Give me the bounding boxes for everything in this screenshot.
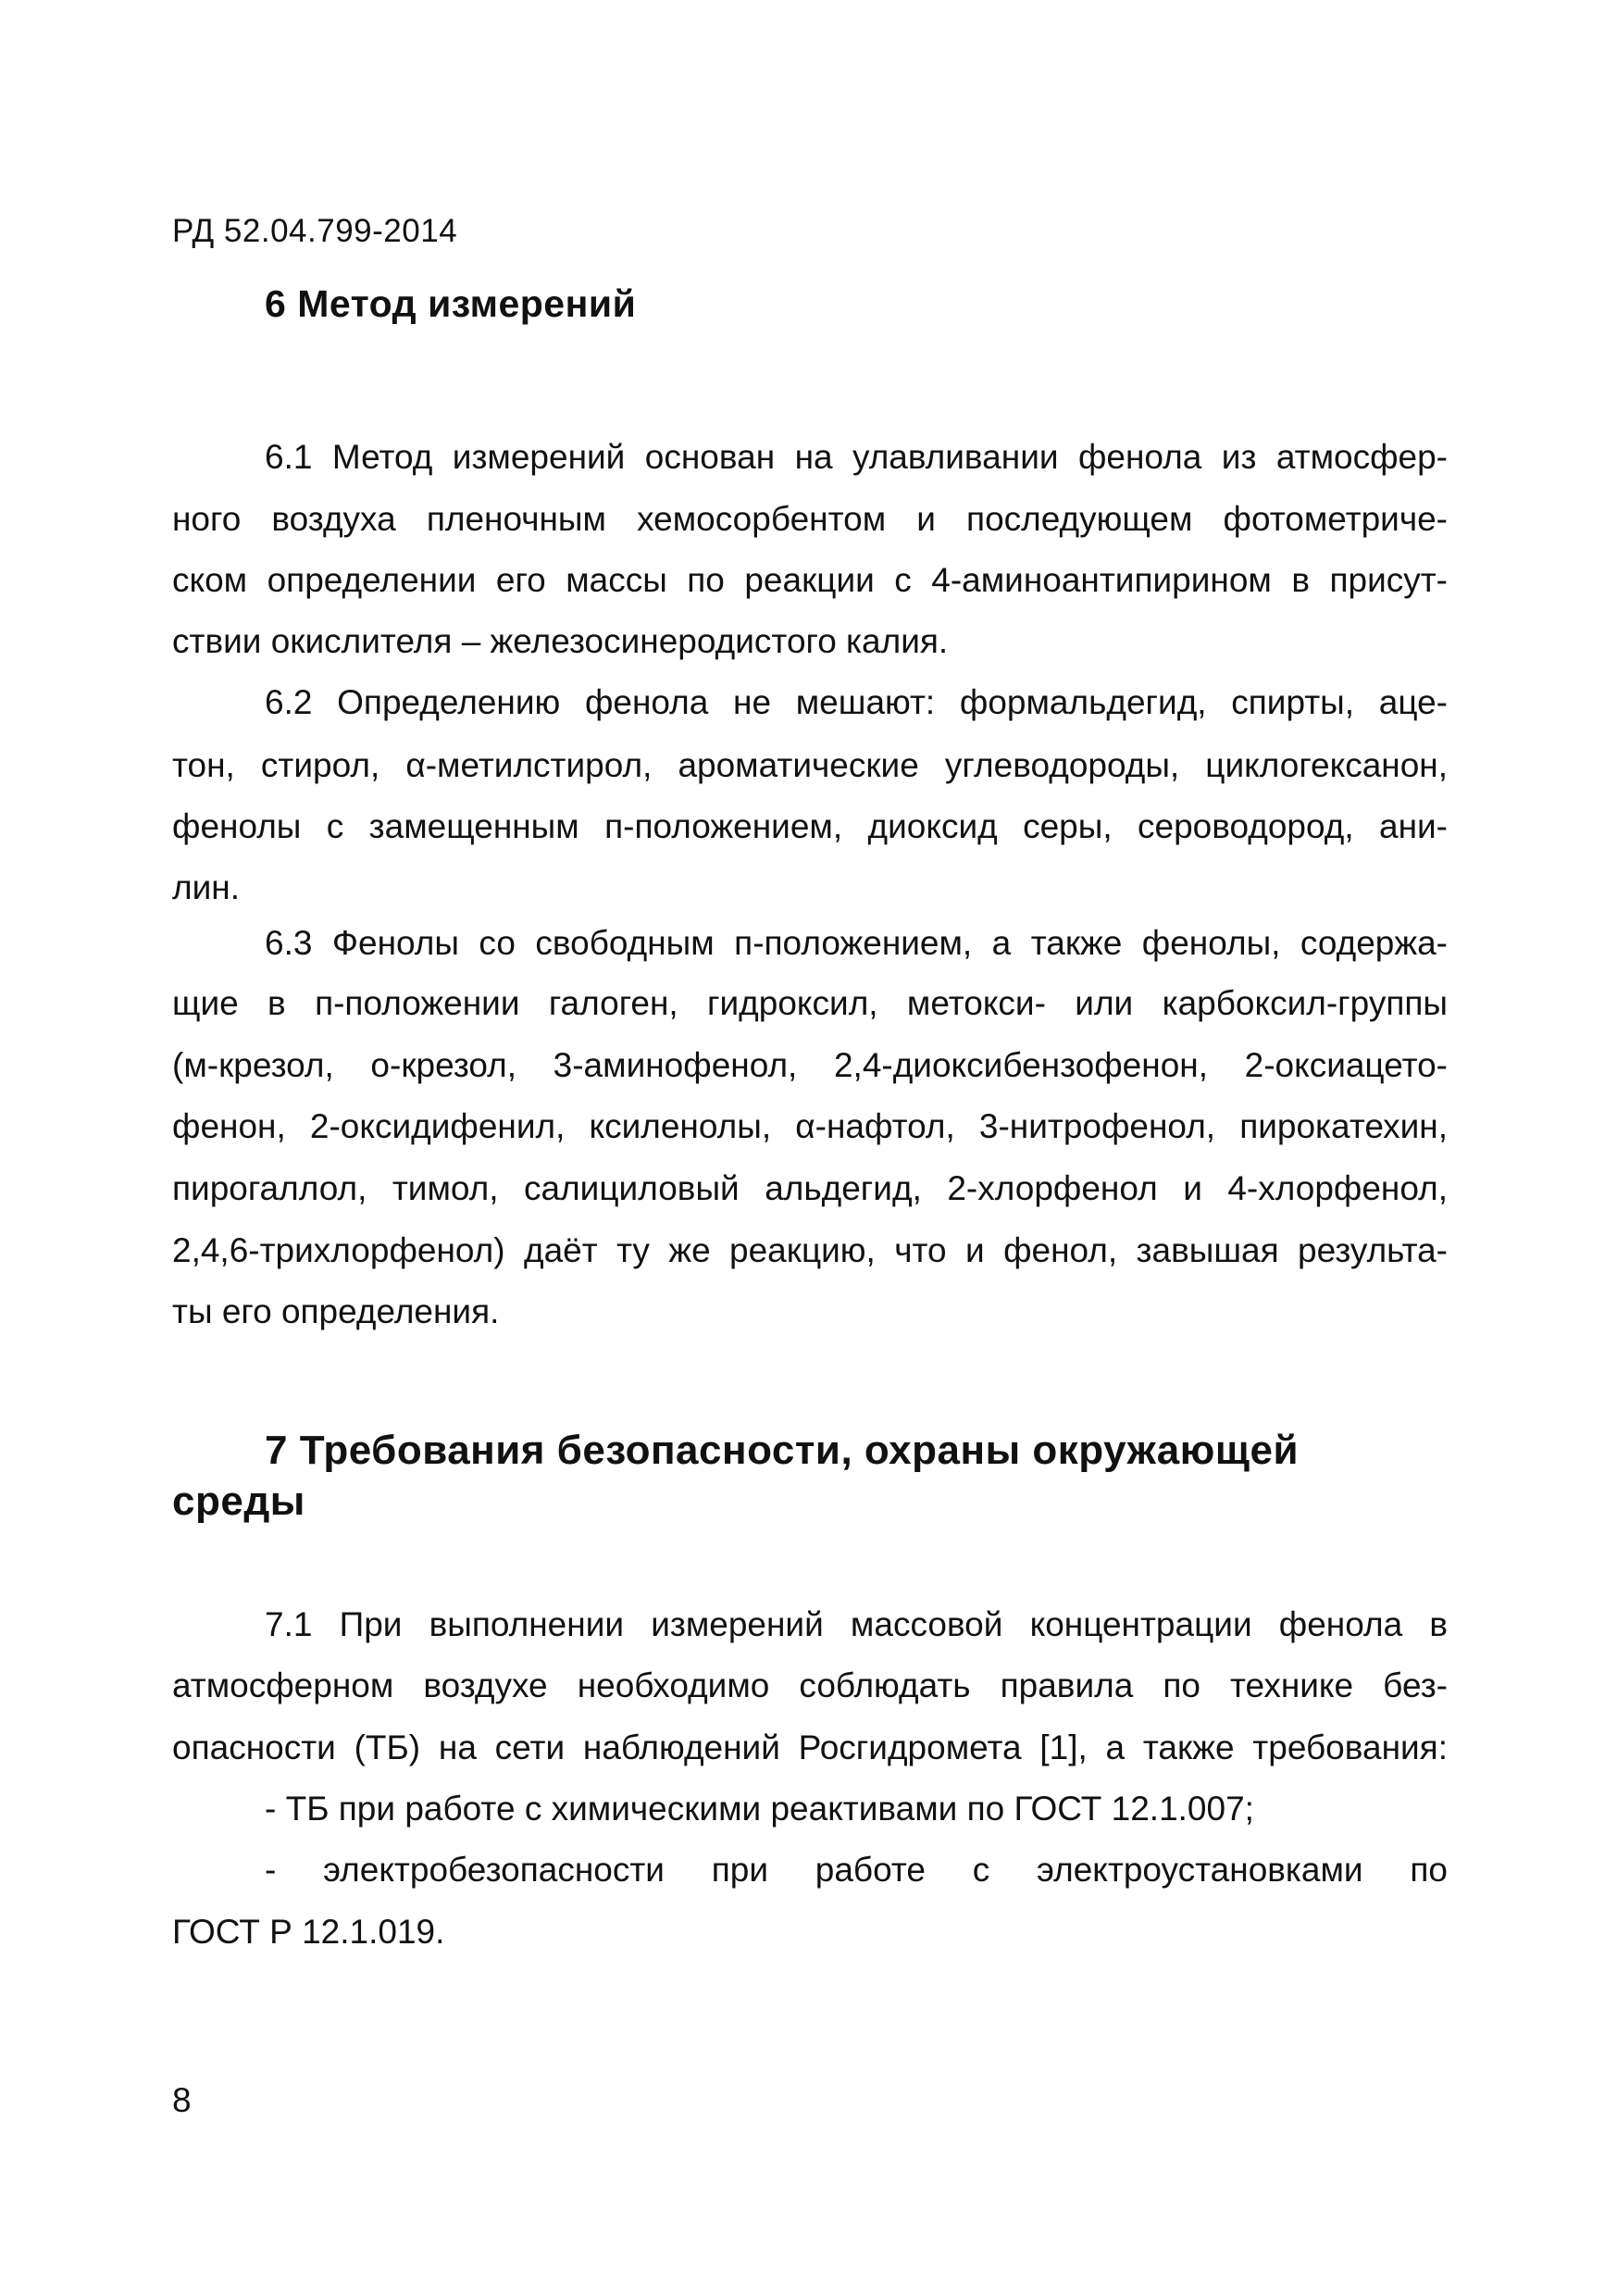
paragraph-line: 6.2 Определению фенола не мешают: формальдегид, спирты, аце- [265,683,1448,721]
list-item-continuation: ГОСТ Р 12.1.019. [172,1913,445,1951]
paragraph-line: тон, стирол, α-метилстирол, ароматические углеводороды, циклогексанон, [172,746,1448,784]
paragraph-line: (м-крезол, о-крезол, 3-аминофенол, 2,4-диоксибензофенон, 2-оксиацето- [172,1046,1448,1084]
paragraph-line: атмосферном воздухе необходимо соблюдать правила по технике без- [172,1666,1448,1704]
paragraph-line: ствии окислителя – железосинеродистого калия. [172,622,949,660]
section-7-heading: 7 Требования безопасности, охраны окружающей [265,1428,1299,1473]
paragraph-line: 7.1 При выполнении измерений массовой концентрации фенола в [265,1605,1448,1643]
paragraph-line: щие в п-положении галоген, гидроксил, метокси- или карбоксил-группы [172,984,1448,1022]
paragraph-line: пирогаллол, тимол, салициловый альдегид, 2-хлорфенол и 4-хлорфенол, [172,1169,1448,1207]
document-code: РД 52.04.799-2014 [172,213,458,249]
paragraph-line: ском определении его массы по реакции с 4-аминоантипирином в присут- [172,561,1448,599]
paragraph-line: фенон, 2-оксидифенил, ксиленолы, α-нафтол, 3-нитрофенол, пирокатехин, [172,1107,1448,1145]
section-6-heading: 6 Метод измерений [265,282,637,325]
paragraph-line: лин. [172,868,240,906]
paragraph-line: 2,4,6-трихлорфенол) даёт ту же реакцию, что и фенол, завышая результа- [172,1231,1448,1269]
paragraph-line: 6.3 Фенолы со свободным п-положением, а также фенолы, содержа- [265,924,1448,962]
page-number: 8 [172,2081,192,2119]
paragraph-line: ты его определения. [172,1292,500,1330]
paragraph-line: фенолы с замещенным п-положением, диоксид серы, сероводород, ани- [172,807,1448,845]
list-item: - ТБ при работе с химическими реактивами по ГОСТ 12.1.007; [265,1790,1254,1828]
paragraph-line: ного воздуха пленочным хемосорбентом и последующем фотометриче- [172,500,1448,538]
paragraph-line: опасности (ТБ) на сети наблюдений Росгидромета [1], а также требования: [172,1728,1448,1766]
list-item: - электробезопасности при работе с электроустановками по [265,1851,1448,1889]
section-7-heading-continuation: среды [172,1479,305,1524]
paragraph-line: 6.1 Метод измерений основан на улавливании фенола из атмосфер- [265,438,1448,476]
